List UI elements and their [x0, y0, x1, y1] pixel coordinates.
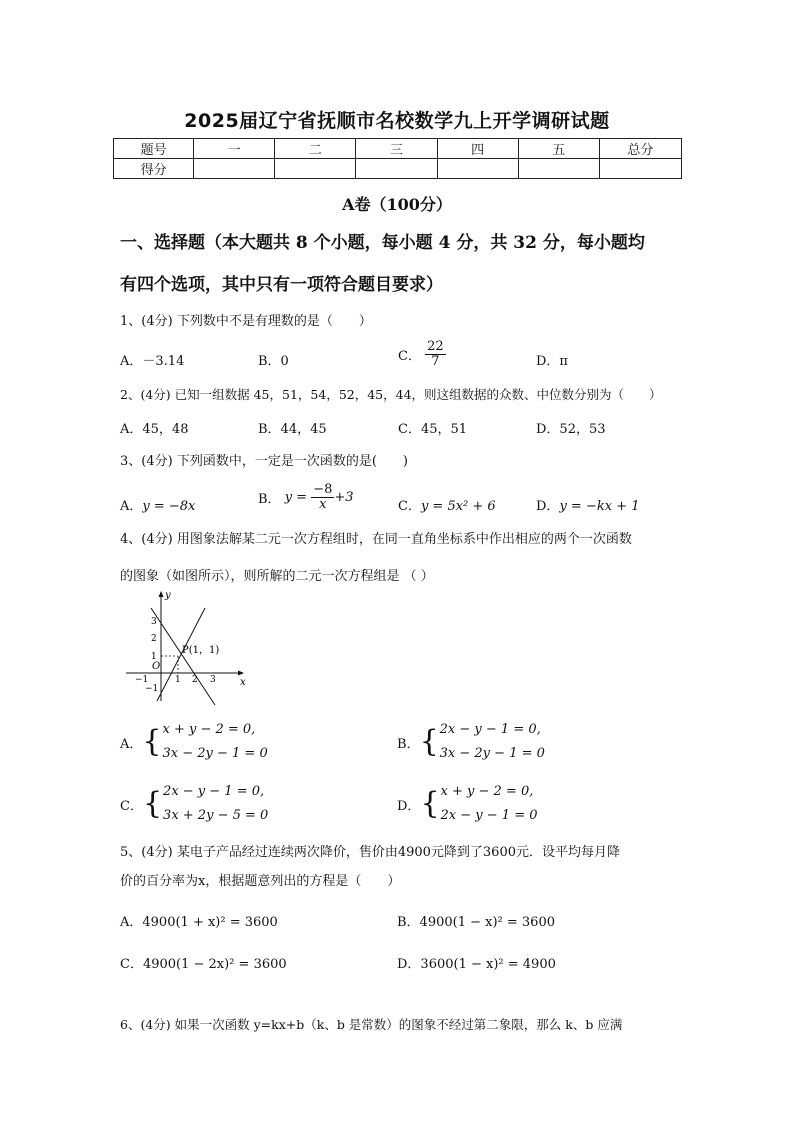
q3-option-d — [536, 495, 639, 514]
q1-option-b: B．0 — [258, 354, 289, 369]
brace-icon: { — [420, 786, 440, 821]
q4-option-b — [397, 718, 545, 766]
score-cell — [518, 159, 599, 179]
equation-line: 2x − y − 1 = 0, — [439, 722, 541, 737]
q5-option-d: D．3600(1 − x)² = 4900 — [397, 957, 556, 972]
q2-option-d: D．52，53 — [536, 422, 606, 437]
score-table-score-row — [114, 159, 682, 179]
question-4-stem-line1: 4、(4分) 用图象法解某二元一次方程组时，在同一直角坐标系中作出相应的两个一次函数 — [120, 532, 632, 547]
q1-option-a: A．－3.14 — [120, 354, 185, 369]
fraction-numerator: 22 — [427, 339, 444, 354]
question-4-stem-line2: 的图象（如图所示），则所解的二元一次方程组是 （ ） — [120, 569, 434, 584]
question-1-stem: 1、(4分) 下列数中不是有理数的是（ ） — [120, 314, 372, 329]
x-axis-arrow — [238, 671, 244, 676]
q4-option-b-label: B． — [397, 736, 420, 752]
y-axis-arrow — [159, 591, 164, 597]
score-cell — [437, 159, 518, 179]
question-5-stem-line2: 价的百分率为x，根据题意列出的方程是（ ） — [120, 874, 401, 889]
score-cell — [356, 159, 437, 179]
score-cell — [275, 159, 356, 179]
brace-icon: { — [142, 786, 163, 821]
y-tick-label: 3 — [151, 617, 157, 627]
origin-label: O — [152, 661, 161, 672]
equation-system — [120, 718, 268, 766]
q3-option-d-label: D． — [536, 499, 560, 514]
score-header-cell: 三 — [356, 139, 437, 159]
q5-option-a: A．4900(1 + x)² = 3600 — [120, 915, 278, 930]
q4-option-d — [397, 780, 538, 828]
score-header-cell: 题号 — [114, 139, 194, 159]
score-table-header-row — [114, 139, 682, 159]
x-axis-label: x — [240, 677, 246, 688]
section-heading-line2: 有四个选项，其中只有一项符合题目要求） — [120, 275, 443, 295]
volume-heading: A卷（100分） — [342, 195, 452, 214]
q3-option-d-formula: y = −kx + 1 — [559, 499, 640, 514]
q3-option-b-prefix: y = — [284, 490, 308, 505]
equation-line: 3x − 2y − 1 = 0 — [439, 746, 545, 761]
equation-lines — [163, 780, 268, 828]
q3-option-c — [398, 495, 496, 514]
fraction-numerator: −8 — [313, 482, 333, 497]
score-header-cell: 二 — [275, 139, 356, 159]
equation-line: 3x − 2y − 1 = 0 — [162, 746, 268, 761]
y-axis-label: y — [165, 590, 171, 601]
q3-option-b-suffix: +3 — [334, 490, 354, 505]
score-header-cell: 五 — [518, 139, 599, 159]
score-header-cell: 一 — [194, 139, 275, 159]
question-5-stem-line1: 5、(4分) 某电子产品经过连续两次降价，售价由4900元降到了3600元．设平均每月降 — [120, 845, 620, 860]
x-tick-label: 1 — [175, 675, 181, 685]
q1-option-c — [398, 340, 446, 369]
score-header-cell: 总分 — [599, 139, 681, 159]
x-tick-label: 2 — [192, 675, 198, 685]
fraction-denominator: x — [319, 497, 327, 512]
score-cell — [599, 159, 681, 179]
equation-system — [397, 780, 538, 828]
q4-option-d-label: D． — [397, 798, 421, 814]
question-3-stem: 3、(4分) 下列函数中，一定是一次函数的是( ) — [120, 454, 408, 469]
exam-title: 2025届辽宁省抚顺市名校数学九上开学调研试题 — [184, 110, 610, 132]
q3-option-a-formula: y = −8x — [142, 499, 196, 514]
x-tick-label: 3 — [210, 675, 216, 685]
y-tick-label: 2 — [151, 634, 157, 644]
q4-option-a-label: A． — [120, 736, 143, 752]
q2-option-c: C．45，51 — [398, 422, 468, 437]
equation-system — [120, 780, 268, 828]
point-p-label: P(1，1) — [182, 645, 220, 656]
q2-option-a: A．45，48 — [120, 422, 189, 437]
equation-line: 3x + 2y − 5 = 0 — [163, 808, 269, 823]
q4-option-c — [120, 780, 268, 828]
q4-graph-figure — [118, 585, 258, 711]
x-tick-label: −1 — [135, 675, 149, 685]
q3-option-c-formula: y = 5x² + 6 — [420, 499, 496, 514]
equation-line: x + y − 2 = 0, — [440, 784, 534, 799]
q3-option-c-label: C． — [398, 499, 421, 514]
q4-option-c-label: C． — [120, 798, 143, 814]
q1-option-c-fraction — [425, 340, 446, 369]
equation-line: 2x − y − 1 = 0 — [440, 808, 538, 823]
q1-option-c-label: C． — [398, 349, 421, 364]
score-table — [113, 138, 682, 179]
equation-lines — [440, 718, 545, 766]
q5-option-c: C．4900(1 − 2x)² = 3600 — [120, 957, 287, 972]
q5-option-b: B．4900(1 − x)² = 3600 — [397, 915, 555, 930]
q3-option-b — [258, 483, 354, 512]
q3-option-a — [120, 495, 195, 514]
brace-icon: { — [419, 724, 439, 759]
q3-option-a-label: A． — [120, 499, 143, 514]
question-6-stem: 6、(4分) 如果一次函数 y=kx+b（k、b 是常数）的图象不经过第二象限，那么 k、b 应满 — [120, 1017, 623, 1032]
equation-lines — [162, 718, 267, 766]
equation-lines — [441, 780, 538, 828]
equation-system — [397, 718, 545, 766]
q1-option-d: D．π — [536, 354, 568, 369]
equation-line: x + y − 2 = 0, — [162, 722, 256, 737]
equation-line: 2x − y − 1 = 0, — [163, 784, 265, 799]
score-row-label: 得分 — [114, 159, 194, 179]
question-2-stem: 2、(4分) 已知一组数据 45，51，54，52，45，44，则这组数据的众数、中位数分别为（ ） — [120, 387, 662, 402]
q2-option-b: B．44，45 — [258, 422, 327, 437]
section-heading-line1: 一、选择题（本大题共 8 个小题，每小题 4 分，共 32 分，每小题均 — [120, 233, 645, 253]
score-cell — [194, 159, 275, 179]
score-header-cell: 四 — [437, 139, 518, 159]
brace-icon: { — [142, 724, 162, 759]
q3-option-b-label: B． — [258, 492, 281, 507]
q3-option-b-fraction — [311, 483, 334, 512]
q4-option-a — [120, 718, 268, 766]
y-tick-label: 1 — [151, 652, 157, 662]
fraction-denominator: 7 — [431, 354, 440, 369]
y-tick-label: −1 — [145, 684, 159, 694]
